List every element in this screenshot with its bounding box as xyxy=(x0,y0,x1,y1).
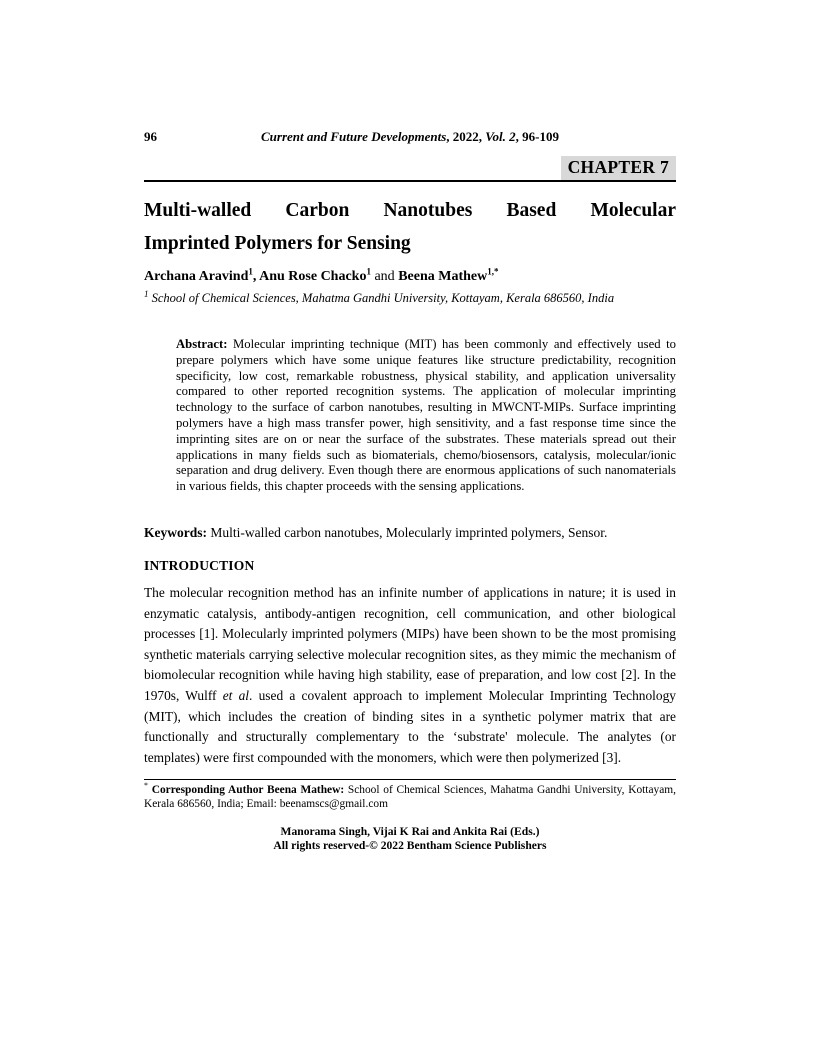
footnote-text: School of Chemical Sciences, Mahatma Gandhi University, Kottayam, Kerala 686560, India; Email: beenamscs@gmail.com xyxy=(144,784,676,811)
chapter-header-rule xyxy=(144,156,676,182)
running-head xyxy=(144,129,676,145)
keywords-label: Keywords: xyxy=(144,524,207,540)
rights-line: All rights reserved-© 2022 Bentham Science Publishers xyxy=(273,838,547,852)
chapter-title-line1: Multi-walled Carbon Nanotubes Based Molecular xyxy=(144,200,676,221)
abstract-label: Abstract: xyxy=(176,337,228,351)
chapter-title-line2: Imprinted Polymers for Sensing xyxy=(144,233,411,254)
footnote-rule xyxy=(144,779,676,780)
chapter-badge: CHAPTER 7 xyxy=(561,156,676,180)
et-al-italic: et al xyxy=(222,687,250,703)
abstract xyxy=(176,337,676,495)
keywords-text: Multi-walled carbon nanotubes, Molecularly imprinted polymers, Sensor. xyxy=(207,524,608,540)
corresponding-author-footnote xyxy=(144,781,676,812)
author-name-3: Beena Mathew xyxy=(398,269,488,284)
author-name-1: Archana Aravind xyxy=(144,269,249,284)
introduction-paragraph xyxy=(144,583,676,768)
running-head-volume: Vol. 2 xyxy=(485,129,516,144)
section-heading-introduction: INTRODUCTION xyxy=(144,557,255,573)
chapter-title xyxy=(144,194,676,260)
author-superscript-2: 1 xyxy=(366,266,371,277)
imprint-block xyxy=(144,825,676,853)
page-content xyxy=(144,0,676,853)
journal-title: Current and Future Developments xyxy=(261,129,447,144)
running-head-year: , 2022, xyxy=(446,129,486,144)
introduction-text-a: The molecular recognition method has an infinite number of applications in nature; it is used in enzymatic catalysis, antibody-antigen recognition, cell communication, and other biological processes [1]. Molecularly imprinted polymers (MIPs) have been shown to be the most promising synthetic materials carrying selective molecular recognition sites, as they mimic the mechanism of biomolecular recognition while having high stability, ease of preparation, and low cost [2]. In the 1970s, Wulff xyxy=(144,584,676,703)
footnote-label: Corresponding Author Beena Mathew: xyxy=(148,784,345,797)
affiliation xyxy=(144,288,676,306)
keywords xyxy=(144,522,676,543)
affiliation-text: School of Chemical Sciences, Mahatma Gandhi University, Kottayam, Kerala 686560, India xyxy=(148,291,615,305)
authors-line xyxy=(144,266,676,285)
author-name-2: Anu Rose Chacko xyxy=(259,269,367,284)
author-separator-2: and xyxy=(370,269,399,284)
introduction-text-b: . used a covalent approach to implement Molecular Imprinting Technology (MIT), which includes the creation of binding sites in a synthetic polymer matrix that are functionally and structurally complementary to the ‘substrate' molecule. The analytes (or templates) were first compounded with the monomers, which were then polymerized [3]. xyxy=(144,687,676,765)
abstract-text: Molecular imprinting technique (MIT) has been commonly and effectively used to prepare polymers which have some unique features like structure predictability, recognition specificity, low cost, remarkable robustness, physical stability, and application universality compared to other reported recognition systems. The application of molecular imprinting technology to the surface of carbon nanotubes, resulting in MWCNT-MIPs. Surface imprinting polymers have a high mass transfer power, high sensitivity, and a fast response time since the imprinting sites are on or near the surface of the substrates. These materials spread out their applications in many fields such as biomaterials, chemo/biosensors, catalysis, molecular/ionic separation and drug delivery. Even though there are enormous applications of such nanomaterials in various fields, this chapter proceeds with the sensing applications. xyxy=(176,337,676,494)
author-superscript-1: 1 xyxy=(248,266,253,277)
author-separator-1: , xyxy=(252,269,260,284)
affiliation-superscript: 1 xyxy=(144,288,149,299)
running-head-pages: , 96-109 xyxy=(515,129,559,144)
editors-line: Manorama Singh, Vijai K Rai and Ankita Rai (Eds.) xyxy=(280,824,540,838)
page-number: 96 xyxy=(144,129,157,144)
author-superscript-3: 1,* xyxy=(487,266,499,277)
running-head-row xyxy=(144,129,676,145)
footnote-asterisk: * xyxy=(144,781,148,791)
